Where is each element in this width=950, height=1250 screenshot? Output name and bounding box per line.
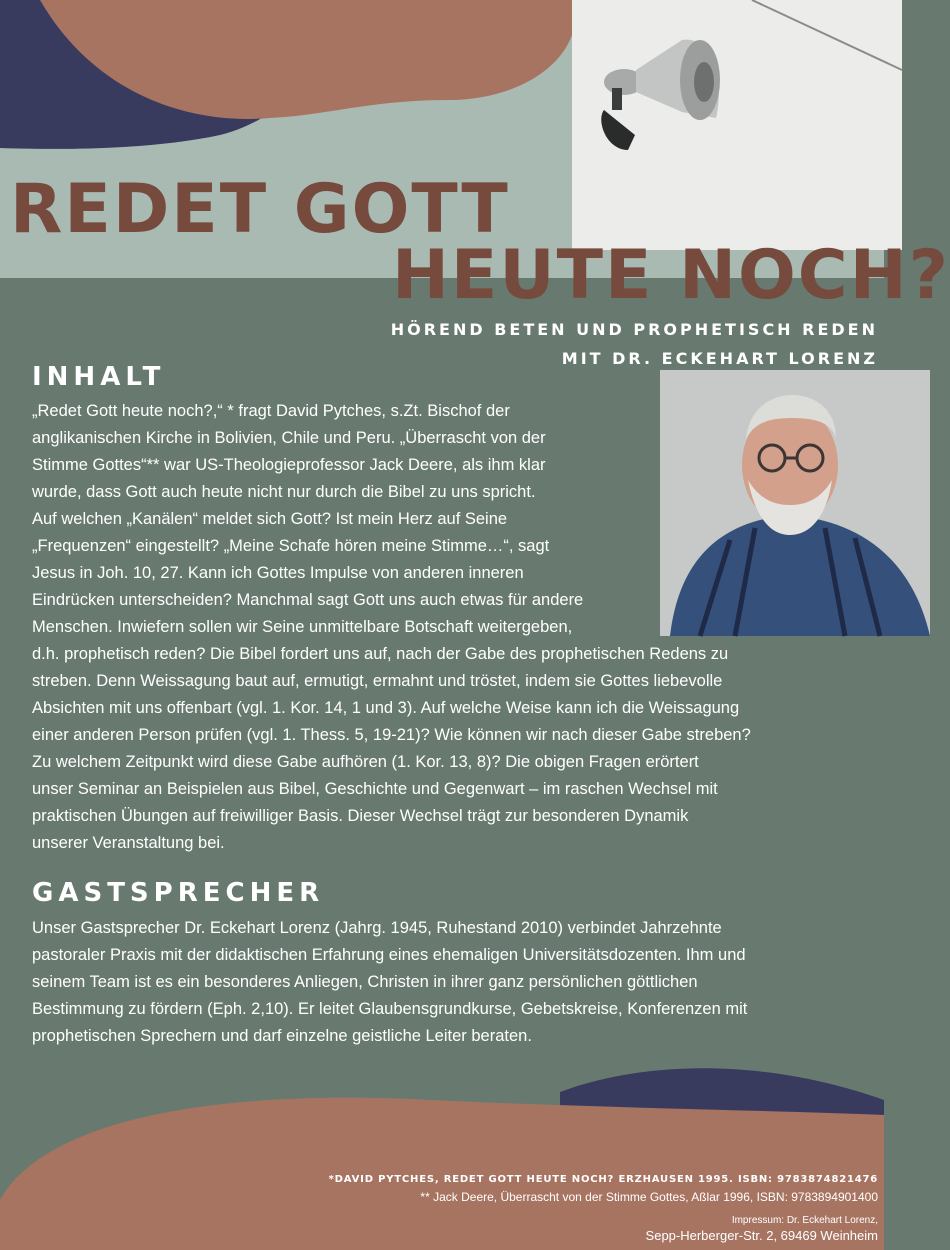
inhalt-line: einer anderen Person prüfen (vgl. 1. Thess. 5, 19-21)? Wie können wir nach dieser Gabe streben?	[32, 726, 751, 744]
gastsprecher-line: prophetischen Sprechern und darf einzelne geistliche Leiter beraten.	[32, 1027, 532, 1045]
title-line-2: HEUTE NOCH?	[392, 236, 950, 315]
inhalt-line: wurde, dass Gott auch heute nicht nur durch die Bibel zu uns spricht.	[32, 483, 536, 501]
megaphone-photo	[572, 0, 902, 250]
inhalt-line: unser Seminar an Beispielen aus Bibel, Geschichte und Gegenwart – im raschen Wechsel mit	[32, 780, 718, 798]
gastsprecher-line: pastoraler Praxis mit der didaktischen Erfahrung eines ehemaligen Universitätsdozenten. Ihm und	[32, 946, 746, 964]
inhalt-line: anglikanischen Kirche in Bolivien, Chile und Peru. „Überrascht von der	[32, 429, 546, 447]
inhalt-line: Absichten mit uns offenbart (vgl. 1. Kor. 14, 1 und 3). Auf welche Weise kann ich die Weissagung	[32, 699, 740, 717]
inhalt-line: „Redet Gott heute noch?,“ * fragt David Pytches, s.Zt. Bischof der	[32, 402, 510, 420]
footnote-pytches: *DAVID PYTCHES, REDET GOTT HEUTE NOCH? ERZHAUSEN 1995. ISBN: 9783874821476	[328, 1174, 878, 1185]
gastsprecher-heading: GASTSPRECHER	[32, 878, 325, 908]
address: Sepp-Herberger-Str. 2, 69469 Weinheim	[645, 1228, 878, 1243]
footnote-deere: ** Jack Deere, Überrascht von der Stimme Gottes, Aßlar 1996, ISBN: 9783894901400	[420, 1190, 878, 1204]
inhalt-line: d.h. prophetisch reden? Die Bibel fordert uns auf, nach der Gabe des prophetischen Redens zu	[32, 645, 729, 663]
speaker-portrait-photo	[660, 370, 930, 636]
inhalt-line: streben. Denn Weissagung baut auf, ermutigt, ermahnt und tröstet, indem sie Gottes liebevolle	[32, 672, 723, 690]
title-line-1: REDET GOTT	[10, 170, 510, 249]
inhalt-line: praktischen Übungen auf freiwilliger Basis. Dieser Wechsel trägt zur besonderen Dynamik	[32, 807, 689, 825]
gastsprecher-line: Unser Gastsprecher Dr. Eckehart Lorenz (Jahrg. 1945, Ruhestand 2010) verbindet Jahrzehnte	[32, 919, 722, 937]
subtitle-line-2: MIT DR. ECKEHART LORENZ	[561, 349, 878, 368]
gastsprecher-line: seinem Team ist es ein besonderes Anliegen, Christen in ihrer ganz persönlichen göttlichen	[32, 973, 698, 991]
inhalt-line: Stimme Gottes“** war US-Theologieprofessor Jack Deere, als ihm klar	[32, 456, 546, 474]
inhalt-line: Auf welchen „Kanälen“ meldet sich Gott? Ist mein Herz auf Seine	[32, 510, 508, 528]
impressum: Impressum: Dr. Eckehart Lorenz,	[731, 1215, 878, 1226]
inhalt-line: Eindrücken unterscheiden? Manchmal sagt Gott uns auch etwas für andere	[32, 591, 584, 609]
inhalt-line: „Frequenzen“ eingestellt? „Meine Schafe hören meine Stimme…“, sagt	[32, 537, 550, 555]
gastsprecher-line: Bestimmung zu fördern (Eph. 2,10). Er leitet Glaubensgrundkurse, Gebetskreise, Konferenzen mit	[32, 1000, 748, 1018]
inhalt-heading: INHALT	[32, 362, 166, 392]
inhalt-line: unserer Veranstaltung bei.	[32, 834, 225, 852]
inhalt-line: Zu welchem Zeitpunkt wird diese Gabe aufhören (1. Kor. 13, 8)? Die obigen Fragen erörtert	[32, 753, 699, 771]
subtitle-line-1: HÖREND BETEN UND PROPHETISCH REDEN	[390, 320, 878, 339]
inhalt-line: Jesus in Joh. 10, 27. Kann ich Gottes Impulse von anderen inneren	[32, 564, 524, 582]
inhalt-line: Menschen. Inwiefern sollen wir Seine unmittelbare Botschaft weitergeben,	[32, 618, 573, 636]
